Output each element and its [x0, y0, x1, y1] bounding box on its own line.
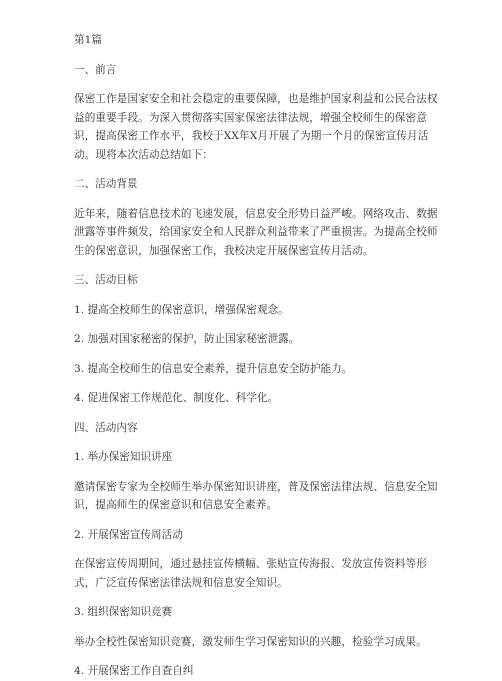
goal-item-3: 3. 提高全校师生的信息安全素养，提升信息安全防护能力。 — [74, 362, 353, 375]
content-item-title-1: 1. 举办保密知识讲座 — [74, 451, 173, 463]
content-item-body-1: 邀请保密专家为全校师生举办保密知识讲座，普及保密法律法规、信息安全知识，提高师生的保密意识和信息安全素养。 — [74, 480, 438, 511]
goal-item-1: 1. 提高全校师生的保密意识，增强保密观念。 — [74, 303, 289, 316]
document-title: 第1篇 — [74, 34, 102, 46]
content-item-title-3: 3. 组织保密知识竞赛 — [74, 606, 173, 618]
goal-item-4: 4. 促进保密工作规范化、制度化、科学化。 — [74, 392, 279, 404]
content-item-title-2: 2. 开展保密宣传周活动 — [74, 528, 183, 541]
content-item-body-2: 在保密宣传周期间，通过悬挂宣传横幅、张贴宣传海报、发放宣传资料等形式，广泛宣传保密法律法规和信息安全知识。 — [74, 558, 427, 589]
section-heading-intro: 一、前言 — [74, 63, 117, 76]
content-item-title-4: 4. 开展保密工作自查自纠 — [74, 665, 194, 677]
paragraph-intro: 保密工作是国家安全和社会稳定的重要保障，也是维护国家利益和公民合法权益的重要手段。为深入贯彻落实国家保密法律法规，增强全校师生的保密意识，提高保密工作水平，我校于XX年X月开展了为期一个月的保密宣传月活动。现将本次活动总结如下： — [74, 93, 438, 161]
content-item-body-3: 举办全校性保密知识竞赛，激发师生学习保密知识的兴趣，检验学习成果。 — [74, 635, 427, 648]
section-heading-content: 四、活动内容 — [74, 421, 138, 434]
goal-item-2: 2. 加强对国家秘密的保护，防止国家秘密泄露。 — [74, 333, 300, 345]
paragraph-background: 近年来，随着信息技术的飞速发展，信息安全形势日益严峻。网络攻击、数据泄露等事件频发，给国家安全和人民群众利益带来了严重损害。为提高全校师生的保密意识，加强保密工作，我校决定开展保密宣传月活动。 — [74, 207, 438, 257]
section-heading-background: 二、活动背景 — [74, 178, 138, 190]
section-heading-goals: 三、活动目标 — [74, 274, 138, 286]
